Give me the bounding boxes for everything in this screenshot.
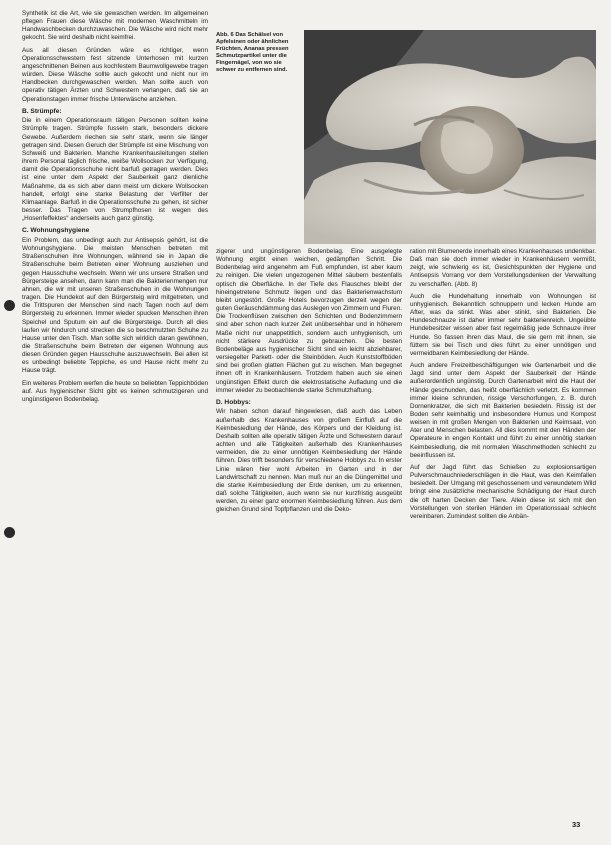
section-heading: C. Wohnungshygiene xyxy=(22,227,90,235)
paragraph: Ein Problem, das unbedingt auch zur Antisepsis gehört, ist die Wohnungshygiene. Die meisten Menschen betreten mit Straßenschuhen ihre Wohnungen, während sie in Japan die Straßenschuhe beim Betreten einer Wohnung ausziehen und gegen Hausschuhe wechseln. Wenn wir uns unsere Straßen und Bürgersteige ansehen, dann kann man die Bakterienmengen nur ahnen, die wir mit unseren Straßenschuhen in die Wohnungen tragen. Die Hundekot auf den Bürgersteig wird mitgetreten, und die Trittspuren der Menschen sind nach Tagen noch auf dem Bürgersteig zu erkennen. Immer wieder spucken Menschen ihren Speichel und Sputum ein auf die Bürgersteige. Durch all dies laufen wir hindurch und strecken die so beschmutzten Schuhe zu Hause unter den Tisch. Man sollte sich wirklich daran gewöhnen, die Straßenschuhe beim Betreten der eigenen Wohnung aus diesen Gründen gegen Hausschuhe auszuwechseln. Bei allen ist es unbedingt beliebte Teppiche, es und Hause nicht mehr zu Hause trägt. xyxy=(22,236,208,375)
paragraph: Synthetik ist die Art, wie sie gewaschen werden. Im allgemeinen pflegen Frauen diese Wäsche mit modernen Waschmitteln im Handwaschbecken durchzuwaschen. Die Wäsche wird nicht mehr gekocht. Sie wird deshalb nicht keimfrei. xyxy=(22,10,208,42)
paragraph: Auf der Jagd führt das Schießen zu explosionsartigen Pulverschmauchniederschlägen in die Haut, was den Keimfallen besiedelt. Der Umgang mit geschossenem und verwundetem Wild bringt eine zusätzliche mechanische Schädigung der Haut durch die oft harten Decken der Tiere. Allein diese ist sich mit den Vorstellungen von sterilen Händen im Operationssaal schlecht vereinbaren. Zumindest sollten die Anbän- xyxy=(410,463,596,520)
paragraph: Aus all diesen Gründen wäre es richtiger, wenn Operationsschwestern fest sitzende Unterhosen mit kurzen angeschnittenen Beinen aus kochfestem Baumwollgewebe tragen würden. Diese Wäsche sollte auch gekocht und nicht nur im Handbecken durchgewaschen werden. Man sollte auch von operativ tätigen Ärzten und Schwestern verlangen, daß sie an Operationstagen immer frische Unterwäsche anziehen. xyxy=(22,46,208,103)
paragraph: Ein weiteres Problem werfen die heute so beliebten Teppichböden auf. Aus hygienischer Sicht gibt es keinen schmutzigeren und ungünstigeren Bodenbelag. xyxy=(22,379,208,403)
paragraph: Die in einem Operationsraum tätigen Personen sollten keine Strümpfe tragen. Strümpfe fusseln stark, besonders dickere Gewebe. Außerdem riechen sie sehr stark, wenn sie länger getragen sind. Diesen Geruch der Strümpfe ist eine Mischung von Schweiß und Bakterien. Manche Krankenhausleitungen stellen ihrem Personal täglich frische, weiße Wollsocken zur Verfügung, damit die Operationsschuhe nicht barfuß getragen werden. Dies ist eine unter dem Aspekt der Sauberkeit ganz dienliche Maßnahme, da es sich aber dann meist um dickere Wollsocken handelt, erfolgt eine starke Belastung der Verfilter der Klimaanlage. Barfuß in die Operationsschuhe zu gehen, ist sicher besser. Das Tragen von Strumpfhosen ist wegen des „Hosenfeffektes“ anderseits auch ganz günstig. xyxy=(22,117,208,223)
text-column-2 xyxy=(216,248,402,518)
paragraph: Auch andere Freizeitbeschäftigungen wie Gartenarbeit und die Jagd sind unter dem Aspekt der Sauberkeit der Hände außerordentlich ungünstig. Durch Gartenarbeit wird die Haut der Hände geschunden, das heißt oberflächlich verletzt. Es kommen immer kleine schrunden, rissige Verschorfungen, z. B. durch Dornenkratzer, die sich mit Bakterien besiedeln. Rissig ist der Boden sehr keimhaltig und insbesondere Humus und Kompost weisen in mit großen Mengen von Bakterien und Keimsaat, von Ater und Menschen belasten. All dies kommt mit den Händen der Operateure in engen Kontakt und führt zu einer unnötig starken Keimbesiedlung, die mit normalen Waschmethoden schlecht zu beeinflussen ist. xyxy=(410,362,596,459)
text-column-1 xyxy=(22,10,208,408)
page-number: 33 xyxy=(572,820,581,829)
section-heading: B. Strümpfe: xyxy=(22,107,62,115)
paragraph: ration mit Blumenerde innerhalb eines Krankenhauses undenkbar. Daß man sie doch immer wieder in Krankenhäusern vermißt, zeigt, wie schwierig es ist, Gesichtspunkten der Hygiene und Antisepsis Vorrang vor dem Vorstellungsdenken der Verwaltung zu verschaffen. (Abb. 8) xyxy=(410,248,596,288)
punch-hole xyxy=(4,527,15,538)
figure-caption: Abb. 6 Das Schälsel von Apfelsinen oder ähnlichen Früchten, Ananas pressen Schmutzpartikel unter die Fingernägel, von wo sie schwer zu entfernen sind. xyxy=(216,32,289,73)
section-heading: D. Hobbys: xyxy=(216,398,251,406)
punch-hole xyxy=(4,300,15,311)
paragraph: Auch die Hundehaltung innerhalb von Wohnungen ist unhygienisch. Bekanntlich schnuppern und lecken Hunde am After, was da stinkt. Was aber stinkt, sind Bakterien. Die Hundeschnauze ist daher immer sehr bakterienreich. Ungeübte Hundebesitzer wissen aber fast regelmäßig jede Schnauze ihrer Hunde. So fassen ihren das Maul, die sie gern mit ihnen, sie füttern sie bei Tisch und dies führt zu einer unnötigen und vermeidbaren Keimbesiedlung der Hände. xyxy=(410,292,596,357)
hands-peeling-fruit-image xyxy=(304,30,596,244)
paragraph: zigerer und ungünstigeren Bodenbelag. Eine ausgelegte Wohnung ergibt einen weichen, gedämpften Schritt. Die Bodenbelag wird angenehm am Fuß empfunden, ist aber kaum zu reinigen. Die vielen ungezogenen Mittel säubern bestenfalls optisch die Oberfläche. In der Tiefe des Flausches bleibt der hineingetretene Schmutz liegen und das Bakterienwachstum bleibt ungestört. Große Hotels bevorzugen derzeit wegen der guten Geräuschdämmung das Auslegen von Zimmern und Fluren. Die Trockenflüsen zwischen den Schichten und Bodenzimmern sind aber schon nach kurzer Zeit unübersehbar und in höherem Maße nicht nur unappetitlich, sondern auch unhygienisch, um nicht stärkere Ausdrücke zu gebrauchen. Die besten Bodenbeläge aus hygienischer Sicht sind ein leicht abziehbarer, versiegelter Parkett- oder die Steinböden. Auch Kunststoffböden sind bei großen glatten Flächen gut zu wischen. Man begegnet ihnen oft in Krankenhäusern. Trotzdem haben auch sie einen ungünstigen Effekt durch die elektrostatische Aufladung und die immer wieder zu beobachtende starke Schmutzhaftung. xyxy=(216,248,402,394)
figure-photo xyxy=(304,30,596,244)
text-column-3 xyxy=(410,248,596,525)
paragraph: Wir haben schon darauf hingewiesen, daß auch das Leben außerhalb des Krankenhauses von großem Einfluß auf die Keimbesiedlung der Hände, des Körpers und der Kleidung ist. Deshalb sollten alle operativ tätigen Ärzte und Schwestern darauf achten und alle Tätigkeiten außerhalb des Krankenhauses vermeiden, die zu einer unnötigen Keimbesiedlung der Hände führen. Dies trifft besonders für verschiedene Hobbys zu. In erster Linie wären hier wohl Arbeiten im Garten und in der Landwirtschaft zu nennen. Man muß nur an die Düngemittel und die starke Keimbesiedlung der Erde denken, um zu erkennen, daß solche Tätigkeiten, auch wenn sie nur kurzfristig ausgeübt werden, zu einer ganz enormen Keimbesiedlung führen. Aus dem gleichen Grund sind Topfpflanzen und die Deko- xyxy=(216,408,402,514)
